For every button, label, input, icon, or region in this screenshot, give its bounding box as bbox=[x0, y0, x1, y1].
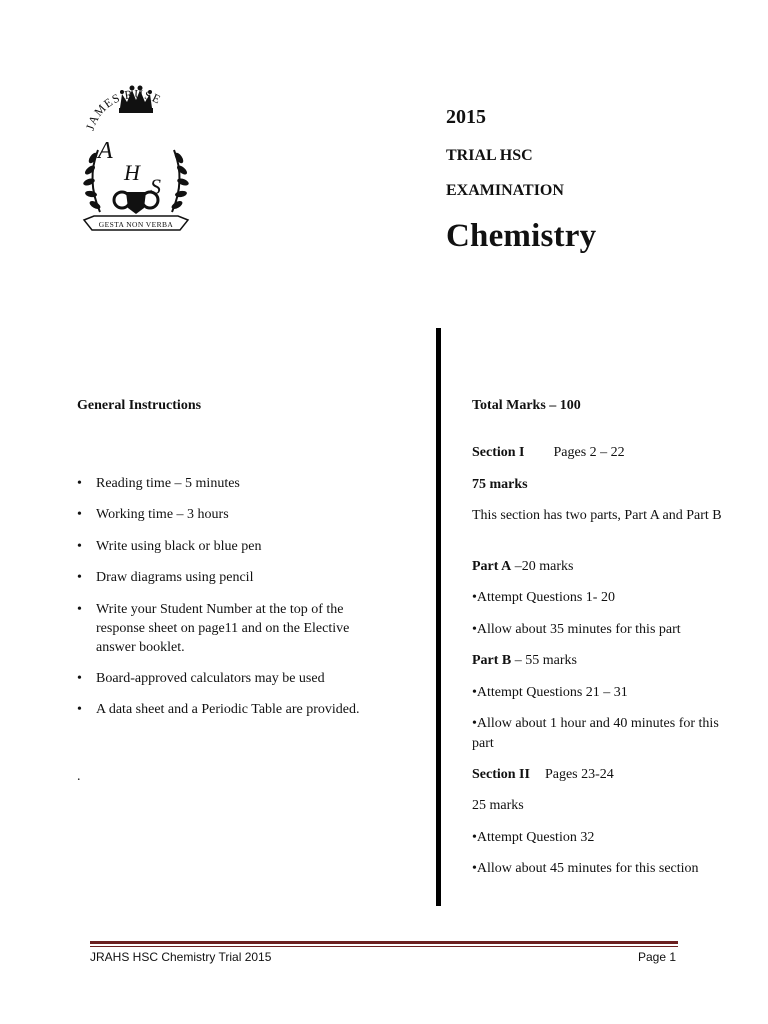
section1-marks: 75 marks bbox=[472, 477, 528, 492]
section2-header bbox=[472, 765, 614, 785]
list-item: • Write your Student Number at the top of the response sheet on page11 and on the Elective answer booklet. bbox=[77, 600, 381, 657]
general-instructions-heading: General Instructions bbox=[77, 398, 202, 413]
footer-title: JRAHS HSC Chemistry Trial 2015 bbox=[90, 950, 272, 964]
list-item: • Board-approved calculators may be used bbox=[77, 669, 397, 688]
list-item: • Draw diagrams using pencil bbox=[77, 568, 397, 587]
school-crest-logo bbox=[80, 80, 192, 238]
exam-year: 2015 bbox=[446, 106, 486, 128]
section1-description: This section has two parts, Part A and Part B bbox=[472, 508, 722, 523]
part-a-marks: –20 marks bbox=[514, 559, 574, 574]
page-number: Page 1 bbox=[638, 950, 677, 964]
list-item: • Reading time – 5 minutes bbox=[77, 474, 397, 493]
part-a-time: •Allow about 35 minutes for this part bbox=[472, 622, 681, 637]
section1-header bbox=[472, 443, 625, 463]
part-b-attempt: •Attempt Questions 21 – 31 bbox=[472, 685, 628, 700]
part-a-header bbox=[472, 557, 573, 577]
footer-rule-thin bbox=[90, 946, 678, 947]
trailing-dot: . bbox=[77, 769, 81, 784]
part-a-attempt: •Attempt Questions 1- 20 bbox=[472, 590, 615, 605]
exam-type-line1: TRIAL HSC bbox=[446, 147, 533, 164]
part-b-label: Part B bbox=[472, 653, 512, 668]
instructions-list bbox=[77, 474, 397, 732]
exam-type-line2: EXAMINATION bbox=[446, 182, 564, 199]
part-a-label: Part A bbox=[472, 559, 512, 574]
list-item: • Working time – 3 hours bbox=[77, 505, 397, 524]
section2-marks: 25 marks bbox=[472, 798, 524, 813]
svg-text:S: S bbox=[150, 174, 161, 199]
section1-label: Section I bbox=[472, 445, 525, 460]
svg-text:H: H bbox=[124, 160, 140, 185]
list-item: • A data sheet and a Periodic Table are provided. bbox=[77, 700, 397, 719]
subject-title: Chemistry bbox=[446, 218, 597, 254]
section2-attempt: •Attempt Question 32 bbox=[472, 830, 595, 845]
column-divider bbox=[436, 328, 441, 906]
total-marks: Total Marks – 100 bbox=[472, 398, 581, 413]
list-item: • Write using black or blue pen bbox=[77, 537, 397, 556]
svg-text:GESTA NON VERBA: GESTA NON VERBA bbox=[98, 220, 174, 229]
section1-pages: Pages 2 – 22 bbox=[553, 445, 625, 460]
part-b-marks: – 55 marks bbox=[514, 653, 577, 668]
footer-rule-thick bbox=[90, 941, 678, 944]
section2-label: Section II bbox=[472, 767, 530, 782]
svg-text:A: A bbox=[98, 138, 113, 164]
svg-text:JAMES RUSE: JAMES RUSE bbox=[82, 86, 164, 133]
section2-pages: Pages 23-24 bbox=[544, 767, 614, 782]
section2-time: •Allow about 45 minutes for this section bbox=[472, 861, 699, 876]
part-b-header bbox=[472, 651, 577, 671]
part-b-time: •Allow about 1 hour and 40 minutes for this part bbox=[472, 716, 719, 751]
